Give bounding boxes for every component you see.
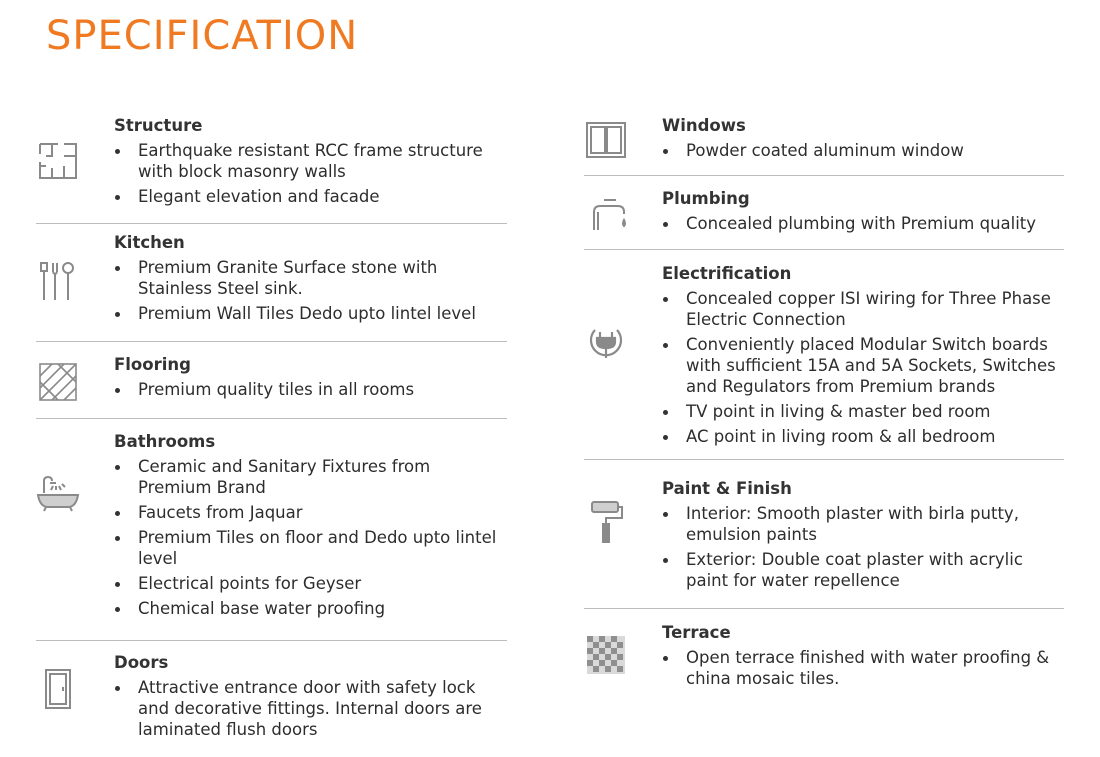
list-item: Premium Wall Tiles Dedo upto lintel level (114, 303, 507, 324)
list-item: Concealed copper ISI wiring for Three Phase Electric Connection (662, 288, 1064, 330)
section-title: Paint & Finish (662, 479, 792, 498)
list-item: Attractive entrance door with safety lock and decorative fittings. Internal doors are laminated flush doors (114, 677, 507, 740)
list-item: Open terrace finished with water proofing & china mosaic tiles. (662, 647, 1064, 689)
section-title: Electrification (662, 264, 792, 283)
section-title: Flooring (114, 355, 191, 374)
page-title: SPECIFICATION (46, 13, 359, 59)
list-item: Earthquake resistant RCC frame structure with block masonry walls (114, 140, 507, 182)
list-item: Electrical points for Geyser (114, 573, 507, 594)
list-item: Elegant elevation and facade (114, 186, 507, 207)
list-item: Exterior: Double coat plaster with acrylic paint for water repellence (662, 549, 1064, 591)
section-title: Kitchen (114, 233, 185, 252)
bathtub-shower-icon (36, 471, 80, 515)
door-icon (36, 667, 80, 711)
spec-section-structure (36, 112, 507, 224)
spec-section-electrification (584, 250, 1064, 460)
spec-section-paint-finish (584, 460, 1064, 609)
section-title: Windows (662, 116, 746, 135)
list-item: Faucets from Jaquar (114, 502, 507, 523)
spec-section-windows (584, 112, 1064, 176)
spec-section-terrace (584, 609, 1064, 709)
list-item: Ceramic and Sanitary Fixtures from Premium Brand (114, 456, 507, 498)
mosaic-tiles-icon (584, 633, 628, 677)
section-title: Structure (114, 116, 203, 135)
floor-tiles-icon (36, 360, 80, 404)
list-item: Premium Tiles on floor and Dedo upto lintel level (114, 527, 507, 569)
left-column (36, 112, 507, 751)
section-title: Bathrooms (114, 432, 216, 451)
list-item: Premium quality tiles in all rooms (114, 379, 507, 400)
list-item: Powder coated aluminum window (662, 140, 1064, 161)
spec-section-bathrooms (36, 419, 507, 641)
list-item: Conveniently placed Modular Switch boards with sufficient 15A and 5A Sockets, Switches and Regulators from Premium brands (662, 334, 1064, 397)
list-item: Concealed plumbing with Premium quality (662, 213, 1064, 234)
list-item: Premium Granite Surface stone with Stainless Steel sink. (114, 257, 507, 299)
floor-plan-icon (36, 138, 80, 182)
list-item: AC point in living room & all bedroom (662, 426, 1064, 447)
spec-section-doors (36, 641, 507, 751)
kitchen-utensils-icon (36, 260, 80, 304)
spec-section-flooring (36, 342, 507, 419)
list-item: Chemical base water proofing (114, 598, 507, 619)
right-column (584, 112, 1064, 709)
paint-roller-icon (584, 500, 628, 544)
section-title: Terrace (662, 623, 731, 642)
spec-section-plumbing (584, 176, 1064, 250)
list-item: Interior: Smooth plaster with birla putty, emulsion paints (662, 503, 1064, 545)
window-icon (584, 118, 628, 162)
plug-icon (584, 318, 628, 362)
section-title: Doors (114, 653, 169, 672)
list-item: TV point in living & master bed room (662, 401, 1064, 422)
section-title: Plumbing (662, 189, 750, 208)
spec-section-kitchen (36, 224, 507, 342)
faucet-icon (584, 190, 628, 234)
